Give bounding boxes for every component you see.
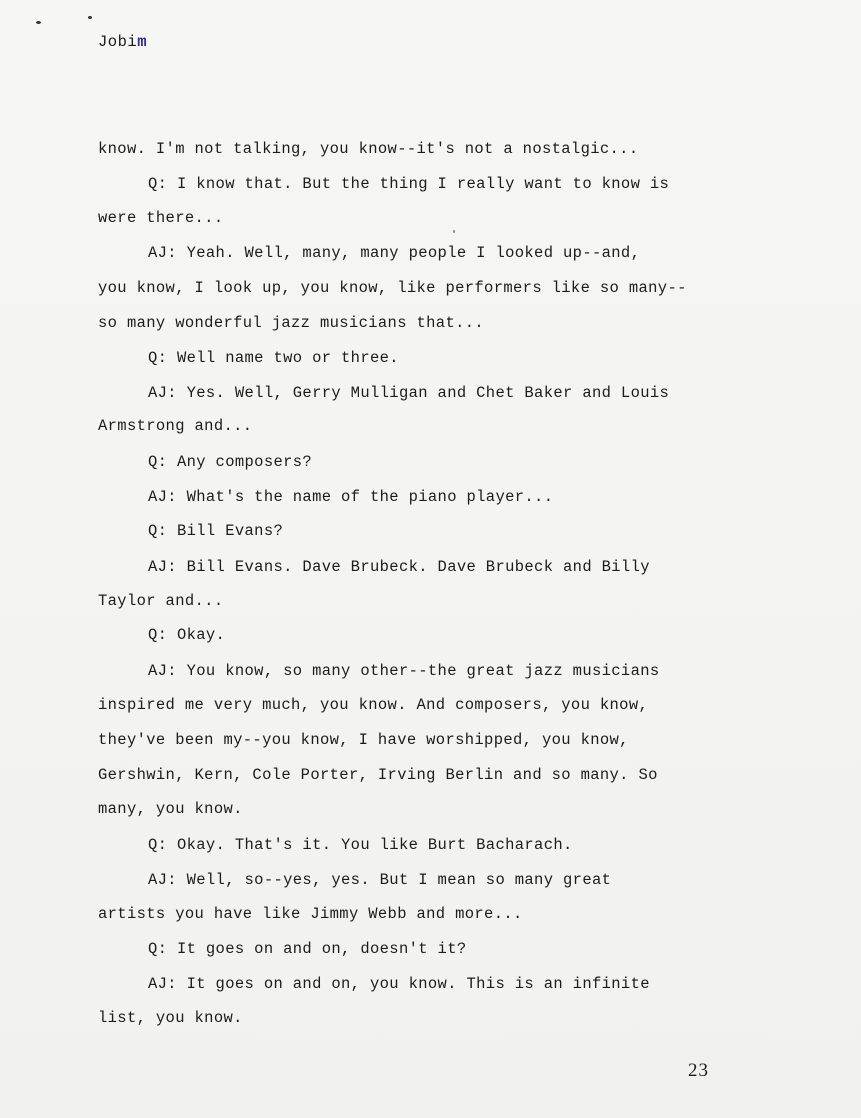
transcript-line: Q: It goes on and on, doesn't it? (148, 940, 467, 958)
transcript-line: AJ: Yes. Well, Gerry Mulligan and Chet Baker and Louis (148, 384, 670, 402)
page-number: 23 (688, 1060, 709, 1081)
transcript-line: Armstrong and... (98, 417, 253, 435)
header-name-handwritten: m (137, 33, 148, 51)
ink-speck (88, 16, 92, 19)
transcript-line: AJ: You know, so many other--the great jazz musicians (148, 662, 660, 680)
transcript-line: Taylor and... (98, 592, 224, 610)
ink-speck (453, 230, 455, 233)
transcript-line: Q: Okay. That's it. You like Burt Bacharach. (148, 836, 573, 854)
transcript-line: AJ: Bill Evans. Dave Brubeck. Dave Brubeck and Billy (148, 558, 650, 576)
transcript-line: Q: Okay. (148, 626, 226, 644)
page-header (98, 33, 147, 51)
transcript-line: Q: Bill Evans? (148, 522, 284, 540)
transcript-line: were there... (98, 209, 224, 227)
transcript-line: Q: Well name two or three. (148, 349, 399, 367)
transcript-line: AJ: What's the name of the piano player... (148, 488, 554, 506)
transcript-line: artists you have like Jimmy Webb and more... (98, 905, 523, 923)
transcript-line: Gershwin, Kern, Cole Porter, Irving Berlin and so many. So (98, 766, 658, 784)
transcript-line: Q: I know that. But the thing I really want to know is (148, 175, 670, 193)
transcript-line: know. I'm not talking, you know--it's not a nostalgic... (98, 140, 639, 158)
transcript-line: many, you know. (98, 800, 243, 818)
header-name-typed: Jobi (98, 33, 138, 51)
transcript-line: AJ: Well, so--yes, yes. But I mean so many great (148, 871, 612, 889)
transcript-line: you know, I look up, you know, like performers like so many-- (98, 279, 687, 297)
transcript-line: inspired me very much, you know. And composers, you know, (98, 696, 649, 714)
transcript-line: so many wonderful jazz musicians that... (98, 314, 485, 332)
transcript-line: AJ: It goes on and on, you know. This is an infinite (148, 975, 650, 993)
ink-speck (36, 21, 41, 24)
transcript-line: AJ: Yeah. Well, many, many people I looked up--and, (148, 244, 641, 262)
transcript-line: they've been my--you know, I have worshipped, you know, (98, 731, 629, 749)
transcript-line: list, you know. (98, 1009, 243, 1027)
transcript-line: Q: Any composers? (148, 453, 313, 471)
